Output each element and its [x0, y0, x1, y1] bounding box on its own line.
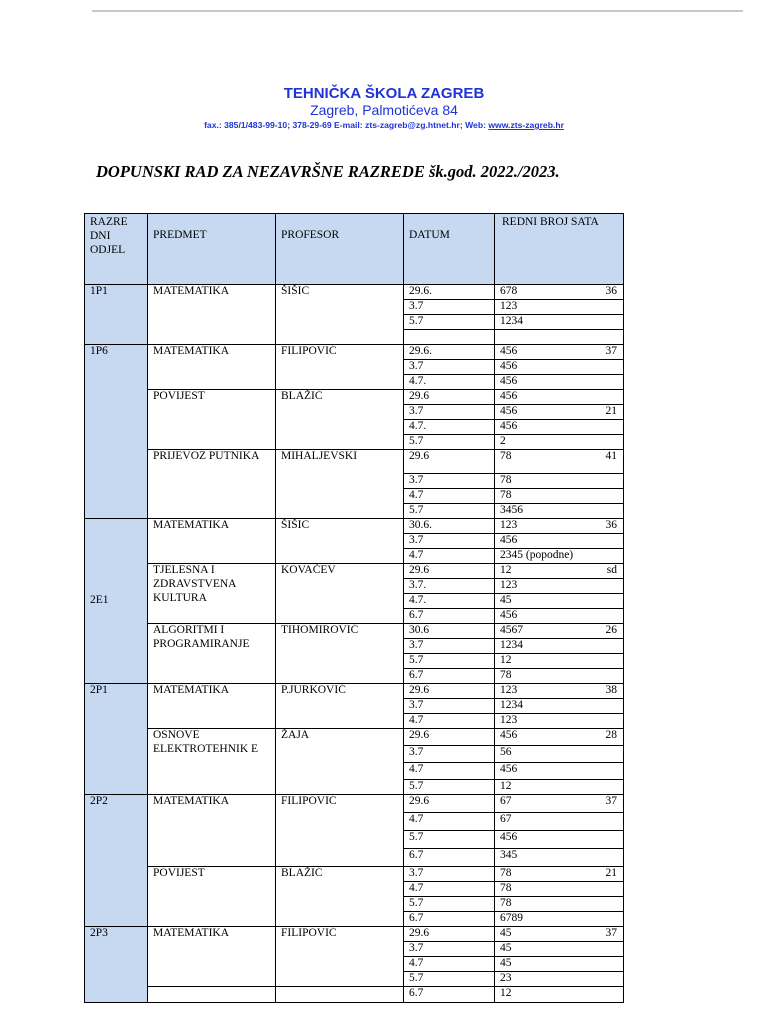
table-row — [85, 345, 624, 360]
period-numbers: 56 — [500, 746, 512, 758]
period-cell — [495, 897, 624, 912]
subject-cell — [148, 987, 276, 1003]
period-numbers: 78 — [500, 489, 512, 501]
period-cell — [495, 942, 624, 957]
subject-cell: MATEMATIKA — [148, 345, 276, 390]
period-cell — [495, 957, 624, 972]
period-cell — [495, 813, 624, 831]
subject-cell: MATEMATIKA — [148, 519, 276, 564]
header-datum-label: DATUM — [409, 229, 450, 241]
class-cell: 1P6 — [85, 345, 148, 519]
period-cell — [495, 345, 624, 360]
date-cell: 4.7. — [404, 594, 495, 609]
table-body — [85, 285, 624, 1003]
period-cell — [495, 474, 624, 489]
date-cell: 29.6. — [404, 285, 495, 300]
date-cell: 5.7 — [404, 654, 495, 669]
date-cell: 6.7 — [404, 987, 495, 1003]
subject-cell: MATEMATIKA — [148, 927, 276, 987]
period-cell — [495, 639, 624, 654]
period-cell — [495, 927, 624, 942]
period-cell — [495, 489, 624, 504]
period-numbers: 78 — [500, 450, 512, 462]
teacher-cell: FILIPOVIĆ — [276, 795, 404, 867]
date-cell: 30.6 — [404, 624, 495, 639]
school-address: Zagreb, Palmotićeva 84 — [310, 102, 458, 118]
period-numbers: 2 — [500, 435, 506, 447]
teacher-cell: BLAŽIĆ — [276, 867, 404, 927]
teacher-cell: FILIPOVIĆ — [276, 927, 404, 987]
date-cell: 4.7 — [404, 957, 495, 972]
period-numbers: 45 — [500, 927, 512, 939]
table-row — [85, 795, 624, 813]
subject-cell: ALGORITMI I PROGRAMIRANJE — [148, 624, 276, 684]
date-cell: 5.7 — [404, 315, 495, 330]
date-cell — [404, 330, 495, 345]
table-row — [85, 624, 624, 639]
period-note: 21 — [605, 405, 617, 417]
date-cell: 5.7 — [404, 435, 495, 450]
period-cell — [495, 519, 624, 534]
teacher-cell: MIHALJEVSKI — [276, 450, 404, 519]
subject-cell: MATEMATIKA — [148, 795, 276, 867]
header-profesor — [276, 214, 404, 285]
period-numbers: 456 — [500, 609, 518, 621]
period-note: 38 — [605, 684, 617, 696]
period-numbers: 4567 — [500, 624, 523, 636]
teacher-cell: P.JURKOVIĆ — [276, 684, 404, 729]
period-numbers: 123 — [500, 684, 518, 696]
period-numbers: 678 — [500, 285, 518, 297]
period-cell — [495, 831, 624, 849]
period-numbers: 123 — [500, 579, 518, 591]
period-cell — [495, 684, 624, 699]
date-cell: 4.7 — [404, 489, 495, 504]
period-cell — [495, 795, 624, 813]
subject-cell: TJELESNA I ZDRAVSTVENA KULTURA — [148, 564, 276, 624]
period-cell — [495, 435, 624, 450]
period-cell — [495, 504, 624, 519]
period-numbers: 6789 — [500, 912, 523, 924]
period-numbers: 78 — [500, 897, 512, 909]
period-cell — [495, 390, 624, 405]
schedule-table — [84, 213, 624, 1003]
table-row — [85, 867, 624, 882]
document-title: DOPUNSKI RAD ZA NEZAVRŠNE RAZREDE šk.god. 2022./2023. — [96, 162, 560, 181]
period-numbers: 123 — [500, 519, 518, 531]
date-cell: 4.7 — [404, 714, 495, 729]
table-row — [85, 285, 624, 300]
period-numbers: 456 — [500, 729, 518, 741]
period-cell — [495, 405, 624, 420]
period-note: 21 — [605, 867, 617, 879]
date-cell: 3.7 — [404, 699, 495, 714]
date-cell: 6.7 — [404, 849, 495, 867]
period-note: 36 — [605, 285, 617, 297]
period-numbers: 45 — [500, 942, 512, 954]
period-cell — [495, 972, 624, 987]
teacher-cell: TIHOMIROVIĆ — [276, 624, 404, 684]
date-cell: 3.7 — [404, 474, 495, 489]
period-cell — [495, 420, 624, 435]
period-numbers: 67 — [500, 795, 512, 807]
period-numbers: 67 — [500, 813, 512, 825]
period-numbers: 456 — [500, 420, 518, 432]
period-numbers: 2345 (popodne) — [500, 549, 574, 561]
date-cell: 3.7 — [404, 942, 495, 957]
date-cell: 5.7 — [404, 780, 495, 795]
period-cell — [495, 780, 624, 795]
date-cell: 4.7. — [404, 375, 495, 390]
period-cell — [495, 609, 624, 624]
date-cell: 3.7 — [404, 534, 495, 549]
table-row — [85, 987, 624, 1003]
table-header-row — [85, 214, 624, 285]
period-cell — [495, 849, 624, 867]
period-cell — [495, 624, 624, 639]
period-cell — [495, 987, 624, 1003]
header-redni-broj-sata — [495, 214, 624, 285]
period-cell — [495, 654, 624, 669]
period-numbers: 12 — [500, 564, 512, 576]
period-note: 36 — [605, 519, 617, 531]
period-cell — [495, 699, 624, 714]
period-numbers: 23 — [500, 972, 512, 984]
period-numbers: 123 — [500, 714, 518, 726]
period-cell — [495, 534, 624, 549]
date-cell: 29.6. — [404, 345, 495, 360]
period-note: 41 — [605, 450, 617, 462]
website-link[interactable]: www.zts-zagreb.hr — [488, 120, 564, 130]
school-name: TEHNIČKA ŠKOLA ZAGREB — [283, 85, 485, 102]
table-row — [85, 390, 624, 405]
period-note: 26 — [605, 624, 617, 636]
date-cell: 6.7 — [404, 609, 495, 624]
period-numbers: 456 — [500, 390, 518, 402]
period-numbers: 123 — [500, 300, 518, 312]
period-cell — [495, 867, 624, 882]
date-cell: 30.6. — [404, 519, 495, 534]
header-predmet — [148, 214, 276, 285]
period-numbers: 456 — [500, 405, 518, 417]
period-cell — [495, 549, 624, 564]
period-cell — [495, 882, 624, 897]
table-row — [85, 519, 624, 534]
date-cell: 3.7 — [404, 360, 495, 375]
contact-text: fax.: 385/1/483-99-10; 378-29-69 E-mail: zts-zagreb@zg.htnet.hr; Web: — [204, 120, 489, 130]
period-numbers: 456 — [500, 534, 518, 546]
period-note: 37 — [605, 345, 617, 357]
top-rule — [92, 10, 743, 12]
table-row — [85, 729, 624, 746]
period-cell — [495, 285, 624, 300]
period-note: 37 — [605, 927, 617, 939]
teacher-cell: BLAŽIĆ — [276, 390, 404, 450]
period-numbers: 45 — [500, 594, 512, 606]
subject-cell: OSNOVE ELEKTROTEHNIK E — [148, 729, 276, 795]
date-cell: 5.7 — [404, 504, 495, 519]
period-numbers: 1234 — [500, 315, 523, 327]
period-numbers: 1234 — [500, 699, 523, 711]
period-cell — [495, 300, 624, 315]
date-cell: 29.6 — [404, 927, 495, 942]
table-row — [85, 684, 624, 699]
subject-cell: POVIJEST — [148, 867, 276, 927]
period-cell — [495, 450, 624, 474]
period-numbers: 456 — [500, 360, 518, 372]
header-datum — [404, 214, 495, 285]
date-cell: 3.7 — [404, 639, 495, 654]
period-cell — [495, 714, 624, 729]
period-numbers: 1234 — [500, 639, 523, 651]
period-cell — [495, 594, 624, 609]
table-row — [85, 450, 624, 474]
period-numbers: 78 — [500, 474, 512, 486]
subject-cell: PRIJEVOZ PUTNIKA — [148, 450, 276, 519]
period-note: 28 — [605, 729, 617, 741]
date-cell: 3.7 — [404, 405, 495, 420]
date-cell: 29.6 — [404, 795, 495, 813]
period-numbers: 3456 — [500, 504, 523, 516]
period-cell — [495, 564, 624, 579]
header-redni-label: REDNI BROJ SATA — [502, 216, 599, 228]
period-numbers: 78 — [500, 669, 512, 681]
class-cell: 2E1 — [85, 519, 148, 684]
subject-cell: POVIJEST — [148, 390, 276, 450]
teacher-cell: ŠIŠIC — [276, 519, 404, 564]
subject-cell: MATEMATIKA — [148, 285, 276, 345]
date-cell: 4.7 — [404, 882, 495, 897]
period-numbers: 12 — [500, 654, 512, 666]
date-cell: 29.6 — [404, 729, 495, 746]
date-cell: 4.7 — [404, 813, 495, 831]
date-cell: 5.7 — [404, 831, 495, 849]
date-cell: 5.7 — [404, 972, 495, 987]
header-predmet-label: PREDMET — [153, 229, 207, 241]
date-cell: 6.7 — [404, 912, 495, 927]
teacher-cell: ŠIŠIC — [276, 285, 404, 345]
period-cell — [495, 315, 624, 330]
date-cell: 3.7 — [404, 867, 495, 882]
subject-cell: MATEMATIKA — [148, 684, 276, 729]
date-cell: 29.6 — [404, 450, 495, 474]
class-cell: 2P3 — [85, 927, 148, 1003]
teacher-cell: ŽAJA — [276, 729, 404, 795]
period-numbers: 456 — [500, 831, 518, 843]
period-numbers: 456 — [500, 375, 518, 387]
period-cell — [495, 912, 624, 927]
teacher-cell: KOVAČEV — [276, 564, 404, 624]
class-cell: 2P2 — [85, 795, 148, 927]
period-numbers: 456 — [500, 345, 518, 357]
class-cell: 2P1 — [85, 684, 148, 795]
date-cell: 3.7. — [404, 579, 495, 594]
date-cell: 29.6 — [404, 564, 495, 579]
header-odjel: RAZRE DNI ODJEL — [85, 214, 148, 285]
date-cell: 4.7 — [404, 763, 495, 780]
period-numbers: 78 — [500, 867, 512, 879]
period-note: sd — [606, 564, 617, 576]
period-cell — [495, 330, 624, 345]
date-cell: 29.6 — [404, 390, 495, 405]
period-numbers: 78 — [500, 882, 512, 894]
period-numbers: 12 — [500, 780, 512, 792]
date-cell: 4.7. — [404, 420, 495, 435]
date-cell: 6.7 — [404, 669, 495, 684]
period-note: 37 — [605, 795, 617, 807]
class-cell: 1P1 — [85, 285, 148, 345]
period-cell — [495, 669, 624, 684]
period-cell — [495, 729, 624, 746]
table-row — [85, 927, 624, 942]
period-cell — [495, 375, 624, 390]
period-numbers: 345 — [500, 849, 518, 861]
period-cell — [495, 763, 624, 780]
date-cell: 4.7 — [404, 549, 495, 564]
date-cell: 3.7 — [404, 300, 495, 315]
school-contact — [0, 120, 768, 130]
date-cell: 3.7 — [404, 746, 495, 763]
date-cell: 5.7 — [404, 897, 495, 912]
header-profesor-label: PROFESOR — [281, 229, 340, 241]
period-cell — [495, 746, 624, 763]
table-row — [85, 564, 624, 579]
teacher-cell: FILIPOVIĆ — [276, 345, 404, 390]
period-cell — [495, 579, 624, 594]
date-cell: 29.6 — [404, 684, 495, 699]
period-cell — [495, 360, 624, 375]
period-numbers: 45 — [500, 957, 512, 969]
teacher-cell — [276, 987, 404, 1003]
period-numbers: 12 — [500, 987, 512, 999]
period-numbers: 456 — [500, 763, 518, 775]
